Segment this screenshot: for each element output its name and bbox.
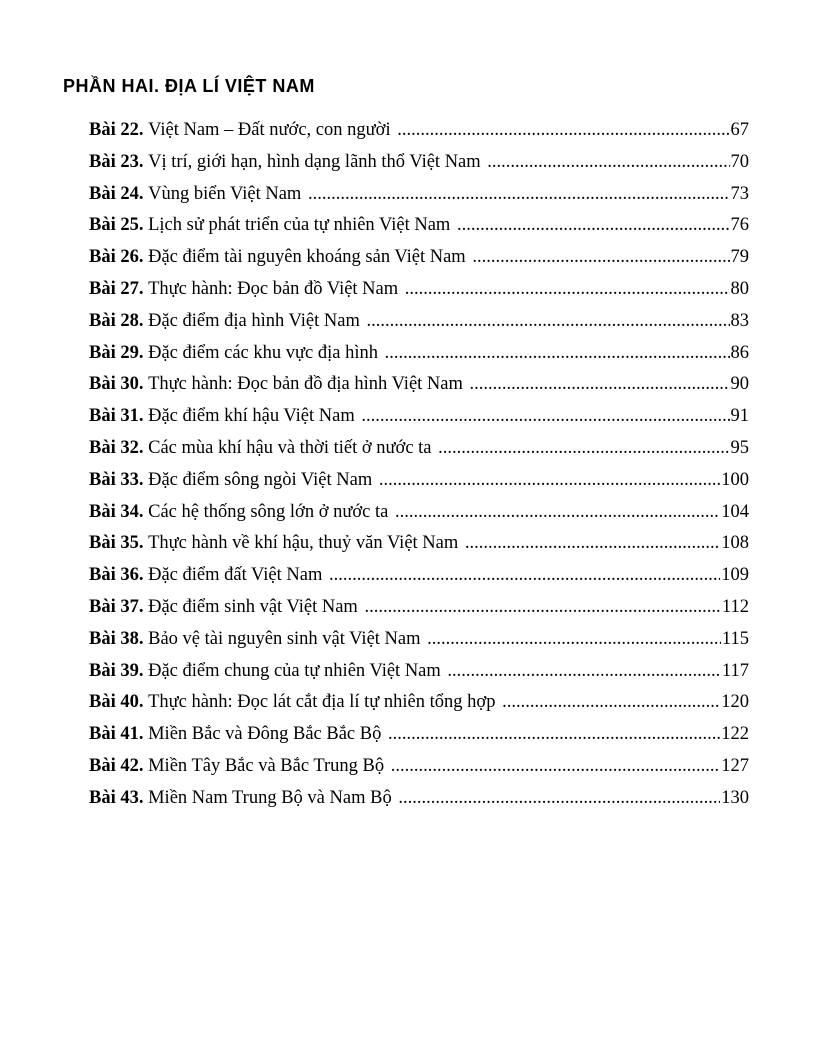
page-number: 90 xyxy=(730,374,749,395)
lesson-number: Bài 22. xyxy=(89,120,144,140)
lesson-title: Việt Nam – Đất nước, con người xyxy=(143,120,396,140)
toc-entry xyxy=(89,467,749,499)
lesson-number: Bài 25. xyxy=(89,215,144,236)
toc-entry xyxy=(89,594,749,626)
lesson-number: Bài 35. xyxy=(89,533,144,554)
toc-entry xyxy=(89,499,749,531)
toc-entry xyxy=(89,435,749,467)
table-of-contents xyxy=(89,117,749,817)
toc-entry xyxy=(89,181,749,213)
lesson-title: Thực hành về khí hậu, thuỷ văn Việt Nam xyxy=(143,533,463,554)
lesson-number: Bài 29. xyxy=(89,342,144,363)
lesson-title: Thực hành: Đọc bản đồ Việt Nam xyxy=(143,278,403,299)
lesson-number: Bài 27. xyxy=(89,278,144,299)
lesson-title: Đặc điểm chung của tự nhiên Việt Nam xyxy=(143,660,446,681)
dot-leader xyxy=(447,658,721,684)
page-number: 109 xyxy=(721,565,749,586)
dot-leader xyxy=(470,371,730,397)
dot-leader xyxy=(379,467,720,493)
lesson-number: Bài 31. xyxy=(89,406,144,427)
dot-leader xyxy=(502,689,720,715)
dot-leader xyxy=(427,626,721,652)
lesson-title: Đặc điểm sông ngòi Việt Nam xyxy=(143,469,377,490)
lesson-title: Bảo vệ tài nguyên sinh vật Việt Nam xyxy=(143,628,426,649)
lesson-number: Bài 36. xyxy=(89,565,144,586)
toc-entry xyxy=(89,340,749,372)
toc-entry xyxy=(89,149,749,181)
lesson-number: Bài 30. xyxy=(89,374,144,395)
lesson-title: Miền Nam Trung Bộ và Nam Bộ xyxy=(143,787,397,808)
dot-leader xyxy=(472,244,729,270)
dot-leader xyxy=(308,181,730,207)
lesson-title: Các hệ thống sông lớn ở nước ta xyxy=(143,501,393,522)
dot-leader xyxy=(329,562,720,588)
lesson-number: Bài 37. xyxy=(89,596,144,617)
lesson-title: Thực hành: Đọc bản đồ địa hình Việt Nam xyxy=(143,374,468,395)
page-number: 70 xyxy=(730,151,749,172)
dot-leader xyxy=(405,276,730,302)
toc-entry xyxy=(89,658,749,690)
lesson-number: Bài 33. xyxy=(89,469,144,490)
dot-leader xyxy=(388,721,720,747)
dot-leader xyxy=(438,435,729,461)
toc-entry xyxy=(89,562,749,594)
lesson-number: Bài 23. xyxy=(89,151,144,172)
toc-entry xyxy=(89,530,749,562)
page-number: 120 xyxy=(721,692,749,713)
page-number: 80 xyxy=(730,278,749,299)
page-number: 127 xyxy=(721,755,749,776)
lesson-title: Miền Bắc và Đông Bắc Bắc Bộ xyxy=(143,724,386,745)
toc-entry xyxy=(89,276,749,308)
lesson-title: Đặc điểm khí hậu Việt Nam xyxy=(143,406,360,427)
lesson-title: Vùng biển Việt Nam xyxy=(143,183,306,204)
lesson-title: Đặc điểm địa hình Việt Nam xyxy=(143,310,365,331)
dot-leader xyxy=(395,499,720,525)
lesson-number: Bài 40. xyxy=(89,692,144,713)
page-number: 130 xyxy=(721,787,749,808)
toc-entry xyxy=(89,117,749,149)
page-number: 73 xyxy=(730,183,749,204)
lesson-number: Bài 39. xyxy=(89,660,144,681)
page-number: 112 xyxy=(721,596,749,617)
lesson-number: Bài 24. xyxy=(89,183,144,204)
lesson-title: Đặc điểm tài nguyên khoáng sản Việt Nam xyxy=(143,247,471,268)
toc-entry xyxy=(89,403,749,435)
page-number: 104 xyxy=(721,501,749,522)
dot-leader xyxy=(367,308,730,334)
dot-leader xyxy=(457,212,730,238)
dot-leader xyxy=(364,594,720,620)
toc-entry xyxy=(89,721,749,753)
lesson-title: Thực hành: Đọc lát cắt địa lí tự nhiên tổng hợp xyxy=(143,692,501,713)
dot-leader xyxy=(487,149,729,175)
lesson-number: Bài 32. xyxy=(89,437,144,458)
lesson-title: Đặc điểm các khu vực địa hình xyxy=(143,342,383,363)
toc-entry xyxy=(89,785,749,817)
lesson-number: Bài 42. xyxy=(89,755,144,776)
lesson-number: Bài 26. xyxy=(89,247,144,268)
toc-entry xyxy=(89,753,749,785)
toc-entry xyxy=(89,689,749,721)
toc-entry xyxy=(89,244,749,276)
dot-leader xyxy=(385,340,730,366)
dot-leader xyxy=(398,785,720,811)
lesson-number: Bài 34. xyxy=(89,501,144,522)
toc-entry xyxy=(89,626,749,658)
toc-entry xyxy=(89,308,749,340)
lesson-title: Vị trí, giới hạn, hình dạng lãnh thổ Việt Nam xyxy=(143,151,486,172)
lesson-number: Bài 38. xyxy=(89,628,144,649)
lesson-number: Bài 28. xyxy=(89,310,144,331)
page-number: 122 xyxy=(721,724,749,745)
toc-entry xyxy=(89,371,749,403)
lesson-title: Lịch sử phát triển của tự nhiên Việt Nam xyxy=(143,215,455,236)
page-number: 100 xyxy=(721,469,749,490)
dot-leader xyxy=(465,530,720,556)
lesson-number: Bài 43. xyxy=(89,787,144,808)
page-number: 95 xyxy=(730,437,749,458)
page-number: 83 xyxy=(730,310,749,331)
page-number: 108 xyxy=(721,533,749,554)
page-number: 86 xyxy=(730,342,749,363)
page-number: 79 xyxy=(730,247,749,268)
lesson-title: Đặc điểm đất Việt Nam xyxy=(143,565,327,586)
section-title: PHẦN HAI. ĐỊA LÍ VIỆT NAM xyxy=(63,76,315,96)
lesson-title: Miền Tây Bắc và Bắc Trung Bộ xyxy=(143,755,389,776)
page-number: 117 xyxy=(721,660,749,681)
page-number: 67 xyxy=(730,120,749,140)
page-number: 76 xyxy=(730,215,749,236)
lesson-title: Các mùa khí hậu và thời tiết ở nước ta xyxy=(143,437,437,458)
lesson-number: Bài 41. xyxy=(89,724,144,745)
toc-entry xyxy=(89,212,749,244)
dot-leader xyxy=(361,403,729,429)
page-number: 91 xyxy=(730,406,749,427)
dot-leader xyxy=(397,117,729,143)
page-number: 115 xyxy=(721,628,749,649)
dot-leader xyxy=(391,753,720,779)
lesson-title: Đặc điểm sinh vật Việt Nam xyxy=(143,596,363,617)
